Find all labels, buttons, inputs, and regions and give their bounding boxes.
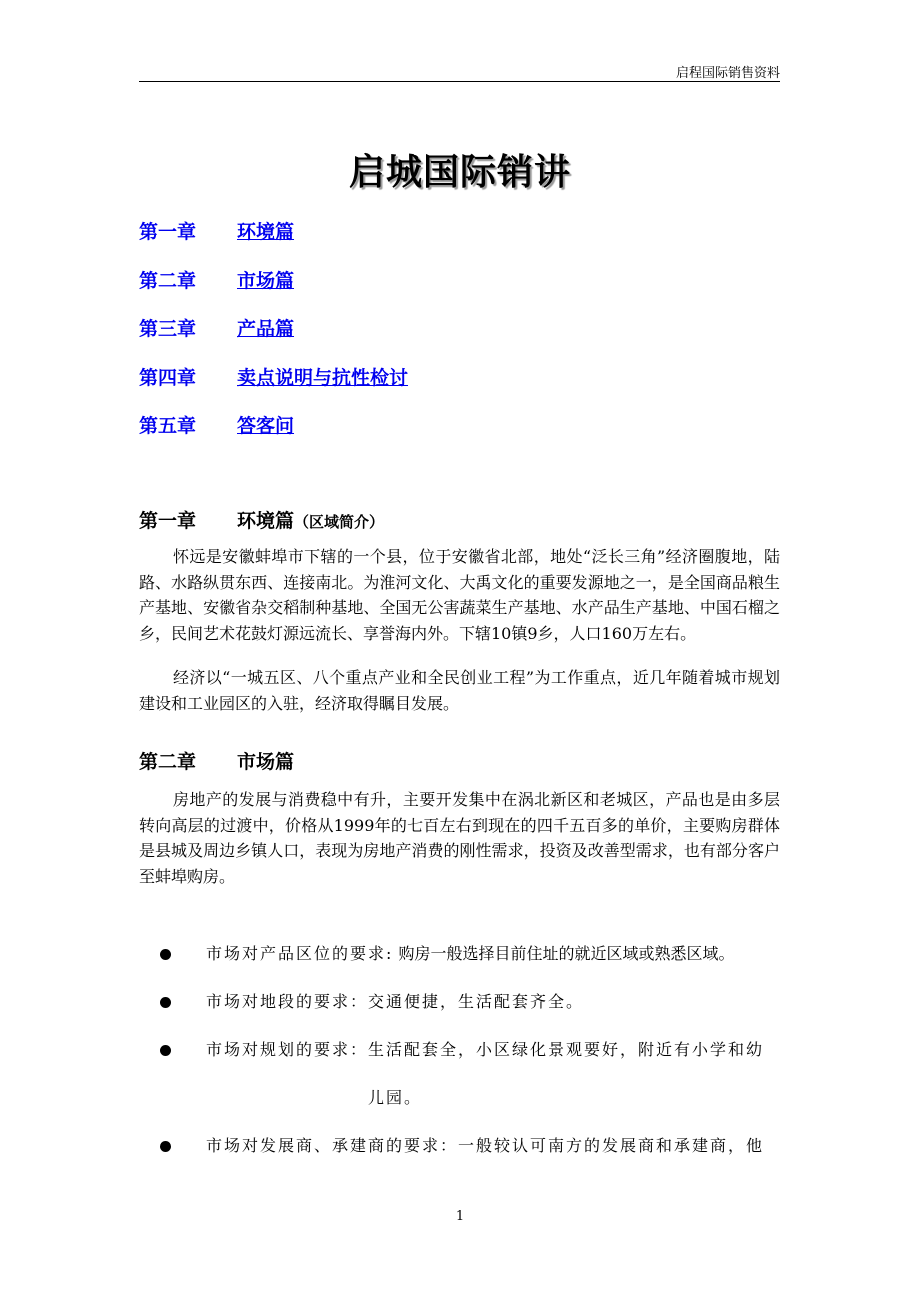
list-item bbox=[160, 1035, 780, 1131]
bullet-dot-icon bbox=[160, 1141, 171, 1152]
toc-link-chapter-1[interactable]: 第一章 环境篇 bbox=[139, 221, 295, 243]
toc-link-chapter-4[interactable]: 第四章 卖点说明与抗性检讨 bbox=[139, 366, 409, 389]
page-number: 1 bbox=[455, 1209, 465, 1224]
bullet-text: 一般较认可南方的发展商和承建商，他 bbox=[458, 1136, 765, 1155]
list-item bbox=[160, 987, 780, 1035]
bullet-text: 交通便捷，生活配套齐全。 bbox=[368, 992, 585, 1011]
toc-link-chapter-3[interactable]: 第三章 产品篇 bbox=[139, 318, 295, 340]
header-rule bbox=[139, 81, 780, 82]
bullet-text: 购房一般选择目前住址的就近区域或熟悉区域。 bbox=[393, 944, 735, 963]
bullet-label: 市场对产品区位的要求: bbox=[206, 944, 394, 963]
chapter-2-name: 市场篇 bbox=[237, 751, 295, 773]
chapter-1-paragraph-1: 怀远是安徽蚌埠市下辖的一个县，位于安徽省北部，地处“泛长三角”经济圈腹地，陆路、水路纵贯东西、连接南北。为淮河文化、大禹文化的重要发源地之一，是全国商品粮生产基地、安徽省杂交稻制种基地、全国无公害蔬菜生产基地、水产品生产基地、中国石榴之乡，民间艺术花鼓灯源远流长、享誉海内外。下辖10镇9乡，人口160万左右。 bbox=[139, 547, 780, 643]
toc-link-chapter-2[interactable]: 第二章 市场篇 bbox=[139, 269, 295, 292]
market-requirements-list bbox=[160, 939, 780, 1179]
chapter-2-heading bbox=[139, 749, 294, 775]
bullet-dot-icon bbox=[160, 1045, 171, 1056]
chapter-1-name: 环境篇 bbox=[237, 510, 295, 532]
bullet-text: 生活配套全，小区绿化景观要好，附近有小学和幼 bbox=[368, 1040, 765, 1059]
list-item bbox=[160, 939, 780, 987]
chapter-2-paragraph-1: 房地产的发展与消费稳中有升，主要开发集中在涡北新区和老城区，产品也是由多层转向高层的过渡中，价格从1999年的七百左右到现在的四千五百多的单价，主要购房群体是县城及周边乡镇人口，表现为房地产消费的刚性需求，投资及改善型需求，也有部分客户至蚌埠购房。 bbox=[139, 790, 780, 886]
list-item bbox=[160, 1131, 780, 1179]
toc-link-chapter-5[interactable]: 第五章 答客问 bbox=[139, 415, 295, 437]
document-title: 启城国际销讲 bbox=[348, 152, 571, 193]
bullet-label: 市场对规划的要求： bbox=[206, 1040, 369, 1059]
bullet-dot-icon bbox=[160, 997, 171, 1008]
bullet-dot-icon bbox=[160, 949, 171, 960]
chapter-2-number: 第二章 bbox=[139, 751, 197, 773]
bullet-continuation: 儿园。 bbox=[368, 1088, 423, 1107]
bullet-label: 市场对地段的要求： bbox=[206, 992, 369, 1011]
bullet-label: 市场对发展商、承建商的要求： bbox=[206, 1136, 459, 1155]
running-header: 启程国际销售资料 bbox=[675, 66, 780, 81]
chapter-1-number: 第一章 bbox=[139, 510, 197, 532]
table-of-contents bbox=[139, 218, 780, 461]
chapter-1-paragraph-2: 经济以“一城五区、八个重点产业和全民创业工程”为工作重点，近几年随着城市规划建设和工业园区的入驻，经济取得瞩目发展。 bbox=[139, 668, 780, 713]
chapter-1-subtitle: （区域简介） bbox=[294, 513, 385, 531]
chapter-1-heading bbox=[139, 508, 384, 535]
